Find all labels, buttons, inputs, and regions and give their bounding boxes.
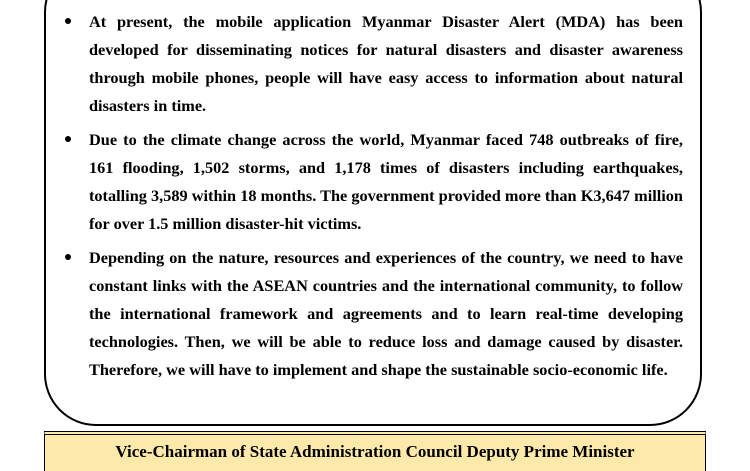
bullet-dot-icon [65,18,71,24]
bullet-text: Due to the climate change across the world, Myanmar faced 748 outbreaks of fire, 161 flooding, 1,502 storms, and 1,178 times of disasters including earthquakes, totalling 3,589 within 18 months. The government provided more than K3,647 million for over 1.5 million disaster-hit victims. [89,130,683,233]
bullet-item-asean-links [89,244,683,384]
footer-title: Vice-Chairman of State Administration Council Deputy Prime Minister [115,442,635,461]
bullet-dot-icon [65,254,71,260]
bullet-dot-icon [65,136,71,142]
bullet-item-disaster-statistics [89,126,683,238]
bullet-text: Depending on the nature, resources and experiences of the country, we need to have constant links with the ASEAN countries and the international community, to follow the international framework and agreements and to learn real-time developing technologies. Then, we will be able to reduce loss and damage caused by disaster. Therefore, we will have to implement and shape the sustainable socio-economic life. [89,248,683,379]
footer-banner [44,431,706,471]
bullet-list [0,8,683,384]
bullet-text: At present, the mobile application Myanmar Disaster Alert (MDA) has been developed for disseminating notices for natural disasters and disaster awareness through mobile phones, people will have easy access to information about natural disasters in time. [89,12,683,115]
bullet-item-mda-app [89,8,683,120]
